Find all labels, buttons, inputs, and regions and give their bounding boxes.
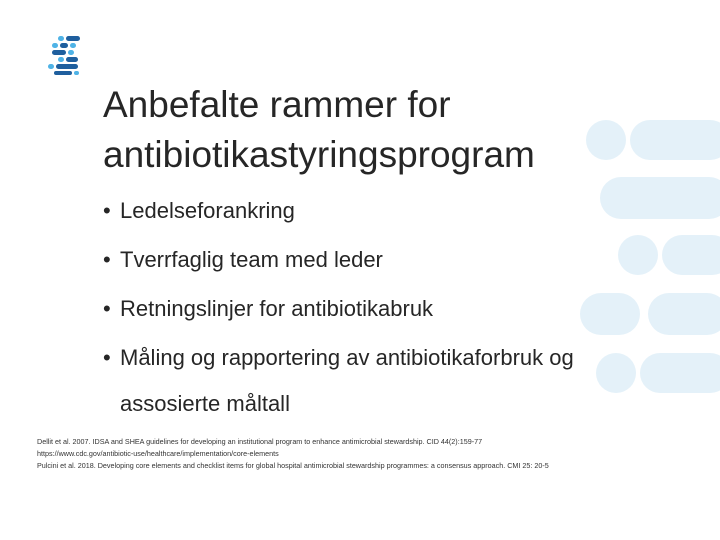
reference-2-link[interactable]: https://www.cdc.gov/antibiotic-use/healthcare/implementation/core-elements: [37, 449, 279, 458]
logo-icon: [44, 34, 86, 76]
title-line-2: antibiotikastyringsprogram: [103, 134, 535, 175]
bullet-item: [103, 244, 663, 276]
bullet-list: [103, 195, 663, 437]
reference-3: Pulcini et al. 2018. Developing core elements and checklist items for global hospital antimicrobial stewardship programmes: a consensus approach. CMI 25: 20-5: [37, 461, 549, 470]
bullet-text: Måling og rapportering av antibiotikaforbruk og: [120, 345, 574, 370]
bullet-item: [103, 342, 663, 420]
bullet-item: [103, 293, 663, 325]
bullet-text: Tverrfaglig team med leder: [120, 247, 383, 272]
title-line-1: Anbefalte rammer for: [103, 84, 451, 125]
slide-title: [103, 80, 663, 180]
bullet-text: Ledelseforankring: [120, 198, 295, 223]
bullet-text: Retningslinjer for antibiotikabruk: [120, 296, 434, 321]
reference-1: Dellit et al. 2007. IDSA and SHEA guidelines for developing an institutional program to enhance antimicrobial stewardship. CID 44(2):159-77: [37, 437, 483, 446]
references: [37, 436, 677, 472]
bullet-item: [103, 195, 663, 227]
bullet-text-continuation: assosierte måltall: [120, 391, 290, 416]
